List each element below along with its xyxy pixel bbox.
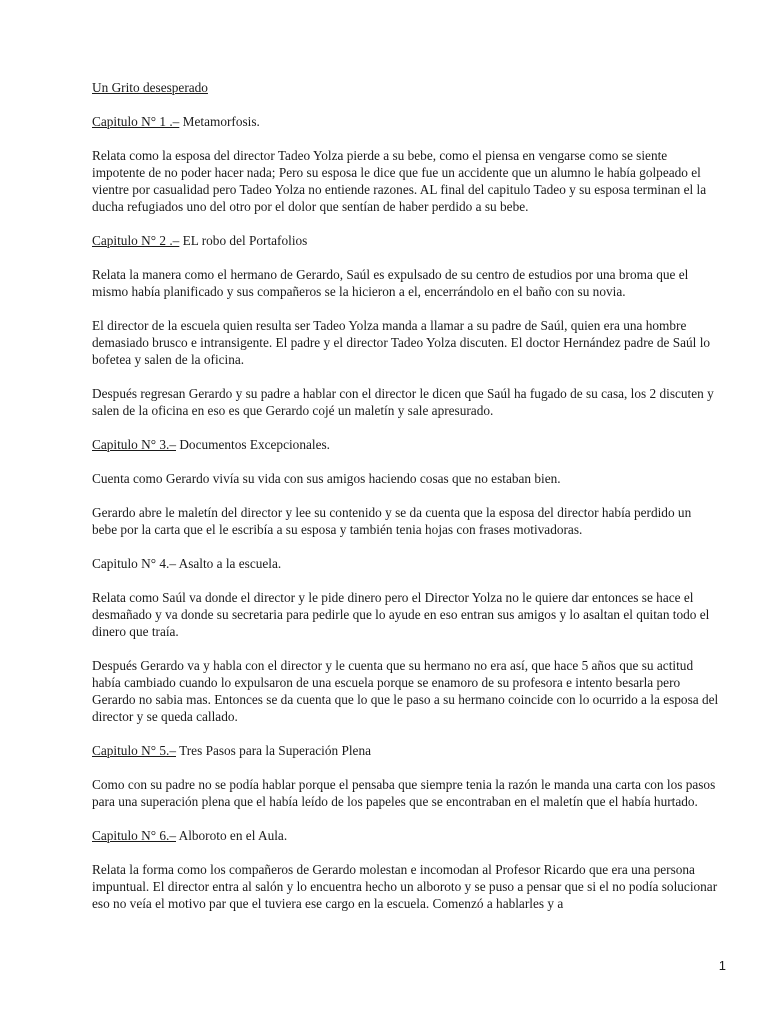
document-title-text: Un Grito desesperado — [92, 80, 208, 95]
chapter-5-label: Capitulo N° 5.– — [92, 743, 176, 758]
chapter-6-title: Alboroto en el Aula. — [176, 828, 288, 843]
paragraph-8: Después Gerardo va y habla con el director y le cuenta que su hermano no era así, que hace 5 años que su actitud había cambiado cuando lo expulsaron de una escuela porque se enamoro de su profesora e intento besarla pero Gerardo no sabia mas. Entonces se da cuenta que lo que le paso a su hermano coincide con lo ocurrido a la esposa del director y se queda callado. — [92, 658, 719, 724]
paragraph-9: Como con su padre no se podía hablar porque el pensaba que siempre tenia la razón le manda una carta con los pasos para una superación plena que el había leído de los papeles que se encontraban en el maletín que el había hurtado. — [92, 777, 716, 809]
chapter-4-label: Capitulo N° 4.– — [92, 556, 176, 571]
page-number: 1 — [718, 958, 726, 973]
chapter-2-title: EL robo del Portafolios — [179, 233, 308, 248]
chapter-3-title: Documentos Excepcionales. — [176, 437, 330, 452]
chapter-5-title: Tres Pasos para la Superación Plena — [176, 743, 371, 758]
paragraph-7: Relata como Saúl va donde el director y le pide dinero pero el Director Yolza no le quiere dar entonces se hace el desmañado y va donde su secretaria para pedirle que lo ayude en eso entran sus amigos y lo asaltan el quitan todo el dinero que traía. — [92, 590, 710, 639]
chapter-6-label: Capitulo N° 6.– — [92, 828, 176, 843]
chapter-1-title: Metamorfosis. — [179, 114, 260, 129]
paragraph-5: Cuenta como Gerardo vivía su vida con sus amigos haciendo cosas que no estaban bien. — [92, 471, 561, 486]
chapter-5-heading — [92, 742, 719, 759]
chapter-4-heading — [92, 555, 719, 572]
chapter-4-title: Asalto a la escuela. — [176, 556, 282, 571]
paragraph-4: Después regresan Gerardo y su padre a hablar con el director le dicen que Saúl ha fugado de su casa, los 2 discuten y salen de la oficina en eso es que Gerardo cojé un maletín y sale apresurado. — [92, 386, 714, 418]
chapter-6-heading — [92, 827, 719, 844]
paragraph-10: Relata la forma como los compañeros de Gerardo molestan e incomodan al Profesor Ricardo que era una persona impuntual. El director entra al salón y lo encuentra hecho un alboroto y se puso a pensar que si el no podía solucionar eso no veía el motivo par que el tuviera ese cargo en la escuela. Comenzó a hablarles y a — [92, 862, 718, 911]
chapter-1-heading — [92, 113, 719, 130]
document-title — [92, 79, 719, 96]
chapter-3-heading — [92, 436, 719, 453]
chapter-3-label: Capitulo N° 3.– — [92, 437, 176, 452]
paragraph-2: Relata la manera como el hermano de Gerardo, Saúl es expulsado de su centro de estudios por una broma que el mismo había planificado y sus compañeros se la hicieron a el, encerrándolo en el baño con su novia. — [92, 267, 689, 299]
chapter-2-heading — [92, 232, 719, 249]
chapter-2-label: Capitulo N° 2 .– — [92, 233, 180, 248]
chapter-1-label: Capitulo N° 1 .– — [92, 114, 180, 129]
paragraph-1: Relata como la esposa del director Tadeo Yolza pierde a su bebe, como el piensa en vengarse como se siente impotente de no poder hacer nada; Pero su esposa le dice que fue un accidente que un alumno le había golpeado el vientre por casualidad pero Tadeo Yolza no entiende razones. AL final del capitulo Tadeo y su esposa terminan el la ducha refugiados uno del otro por el dolor que sentían de haber perdido a su bebe. — [92, 148, 707, 214]
paragraph-3: El director de la escuela quien resulta ser Tadeo Yolza manda a llamar a su padre de Saúl, quien era una hombre demasiado brusco e intransigente. El padre y el director Tadeo Yolza discuten. El doctor Hernández padre de Saúl lo bofetea y salen de la oficina. — [92, 318, 711, 367]
paragraph-6: Gerardo abre le maletín del director y lee su contenido y se da cuenta que la esposa del director había perdido un bebe por la carta que el le escribía a su esposa y también tenia hojas con frases motivadoras. — [92, 505, 692, 537]
document-body — [92, 79, 719, 929]
